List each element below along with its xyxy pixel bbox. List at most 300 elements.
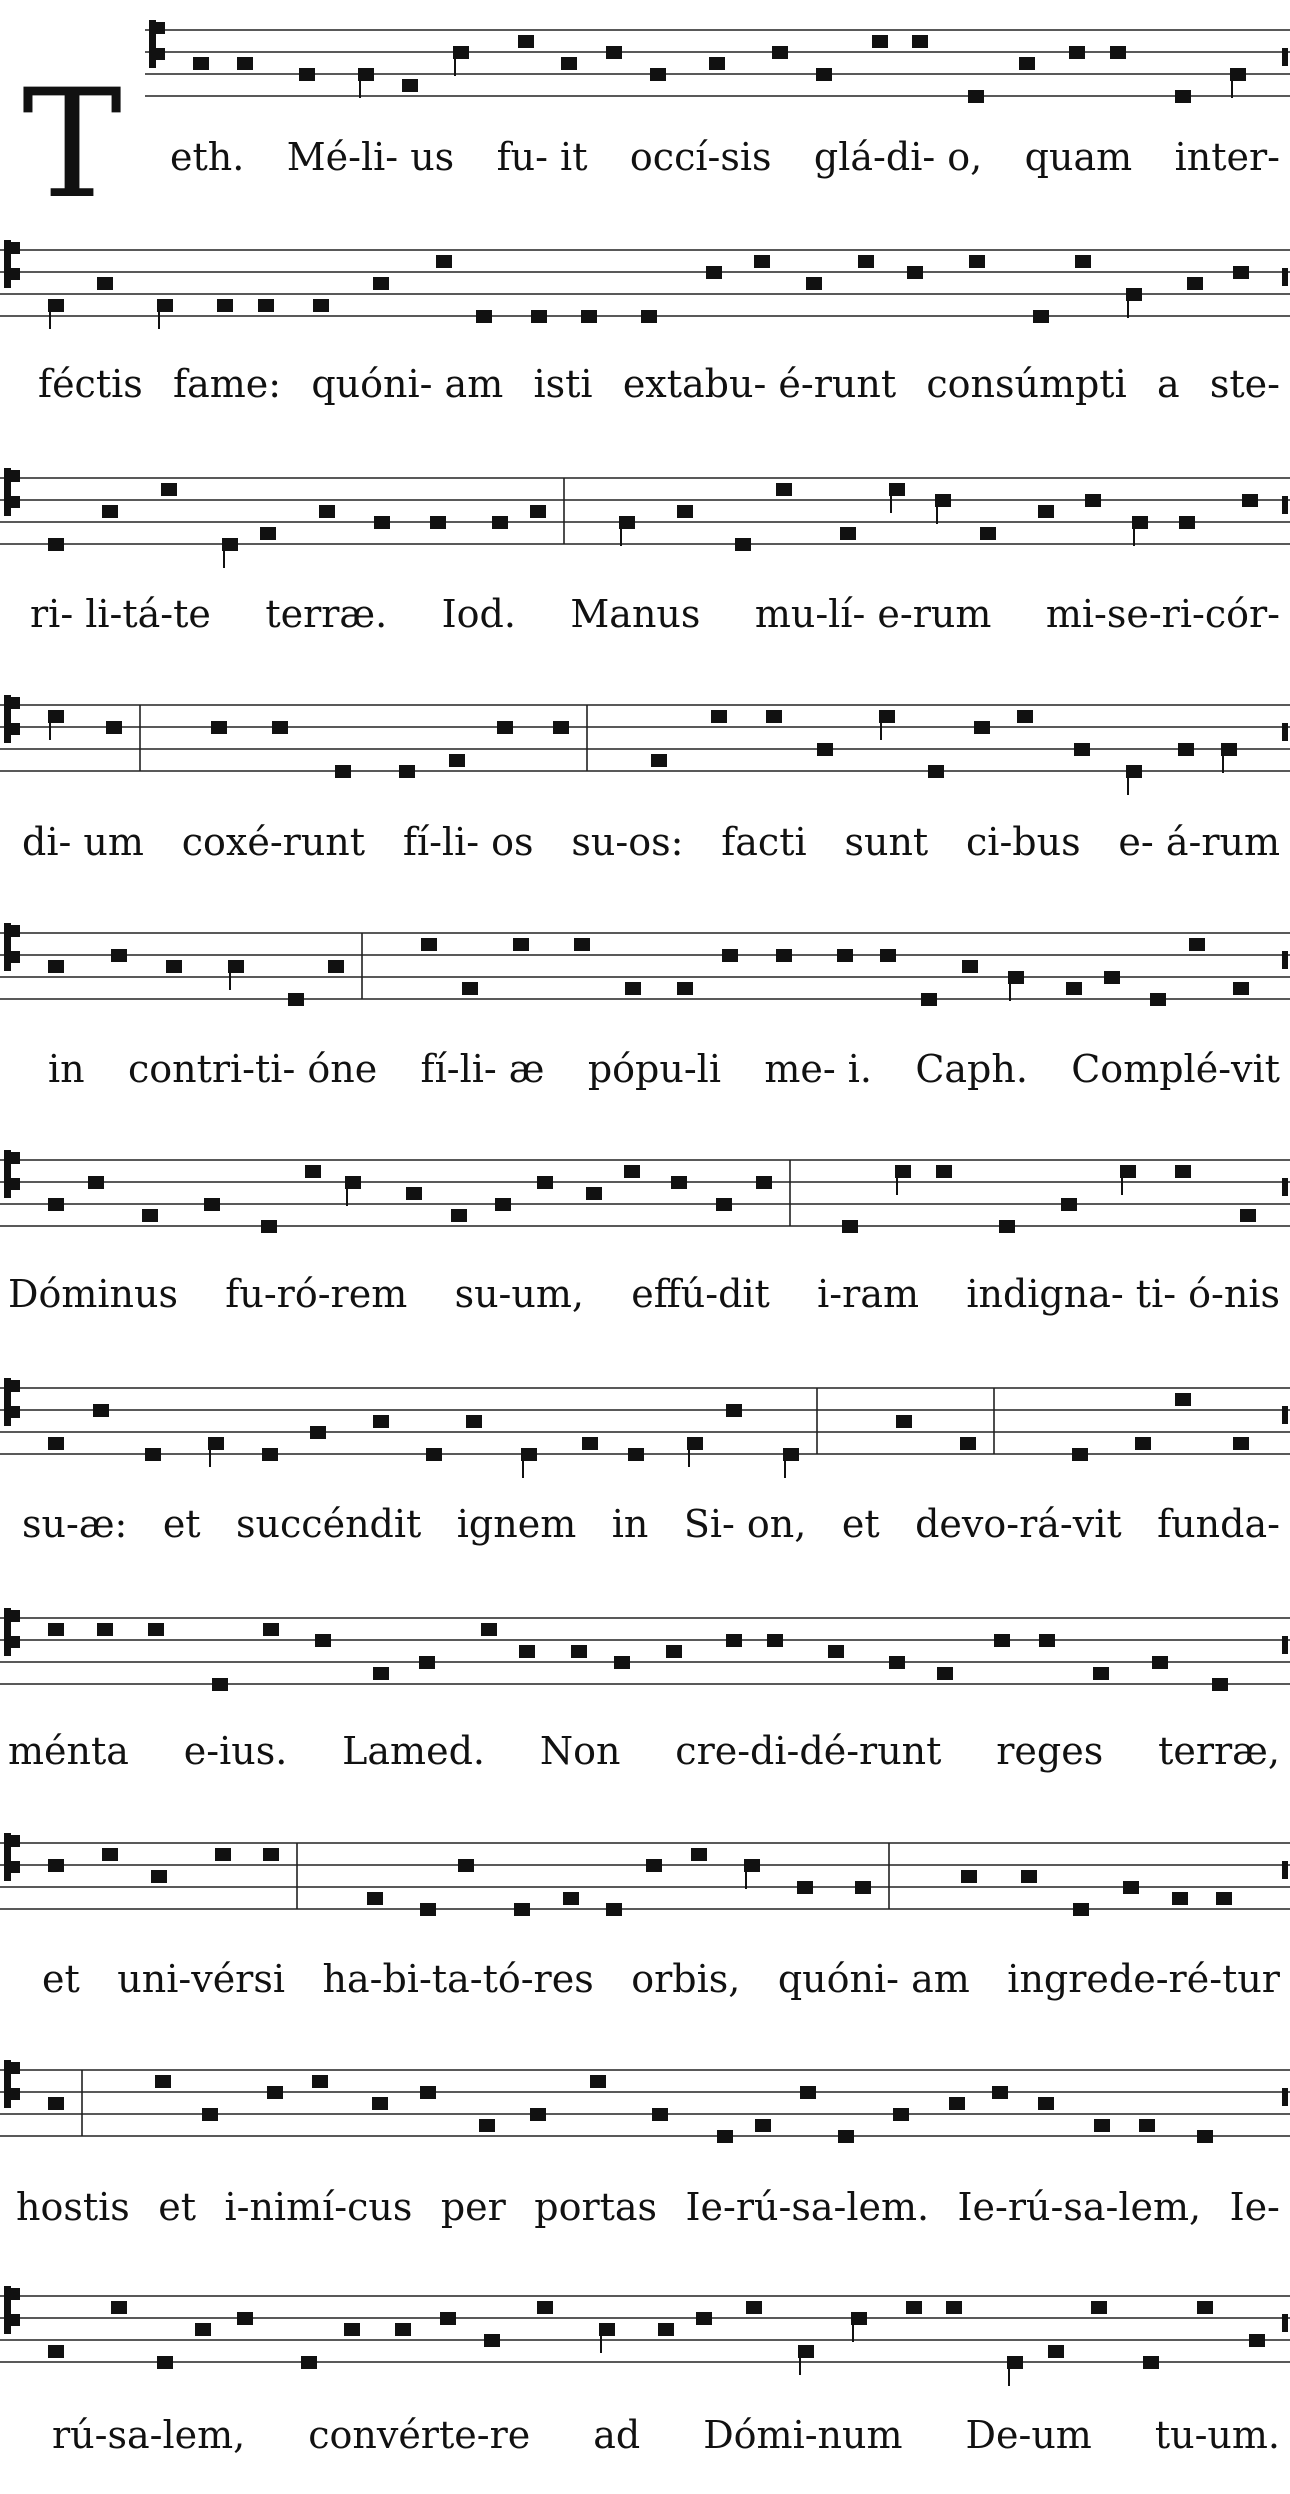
lyric-syllable-group: extabu- é-runt <box>622 362 897 406</box>
neume-note <box>48 2345 64 2358</box>
neume-note <box>261 1220 277 1233</box>
neume-note <box>1216 1892 1232 1905</box>
neume-note <box>1233 1437 1249 1450</box>
lyric-syllable-group: Si- on, <box>683 1502 807 1546</box>
neume-note <box>837 949 853 962</box>
neume-note <box>402 79 418 92</box>
neume-note <box>658 2323 674 2336</box>
c-clef-icon <box>9 268 20 280</box>
lyric-syllable-group: isti <box>533 362 593 406</box>
c-clef-icon <box>9 951 20 963</box>
custos-icon <box>1282 496 1288 514</box>
lyric-syllable-group: glá-di- o, <box>813 135 983 179</box>
neume-note <box>514 1903 530 1916</box>
neume-note <box>1085 494 1101 507</box>
c-clef-icon <box>9 496 20 508</box>
lyric-syllable-group: Dóminus <box>8 1272 178 1316</box>
neume-note <box>263 1623 279 1636</box>
neume-note <box>797 1881 813 1894</box>
lyric-syllable-group: su-æ: <box>22 1502 128 1546</box>
lyric-syllable-group: ingrede-ré-tur <box>1007 1957 1280 2001</box>
lyric-syllable-group: orbis, <box>631 1957 741 2001</box>
lyric-line <box>38 362 1280 406</box>
lyric-syllable-group: et <box>162 1502 201 1546</box>
lyric-syllable-group: Dómi-num <box>703 2413 903 2457</box>
neume-note <box>1187 277 1203 290</box>
neume-note <box>563 1892 579 1905</box>
lyric-syllable-group: quóni- am <box>777 1957 970 2001</box>
custos-icon <box>1282 1178 1288 1196</box>
neume-note <box>1074 743 1090 756</box>
neume-note <box>267 2086 283 2099</box>
custos-icon <box>1282 48 1288 66</box>
neume-note <box>258 299 274 312</box>
lyric-syllable-group: ri- li-tá-te <box>30 592 211 636</box>
neume-note <box>451 1209 467 1222</box>
neume-note <box>237 2312 253 2325</box>
neume-note <box>574 938 590 951</box>
neume-note <box>696 2312 712 2325</box>
neume-note <box>315 1634 331 1647</box>
neume-note <box>842 1220 858 1233</box>
neume-note <box>872 35 888 48</box>
lyric-syllable-group: per <box>440 2185 506 2229</box>
lyric-syllable-group: Manus <box>570 592 701 636</box>
lyric-syllable-group: fí-li- os <box>402 820 534 864</box>
neume-note <box>561 57 577 70</box>
neume-note <box>237 57 253 70</box>
lyric-syllable-group: fu-ró-rem <box>225 1272 408 1316</box>
neume-note <box>1104 971 1120 984</box>
neume-note <box>921 993 937 1006</box>
lyric-syllable-group: consúmpti <box>926 362 1127 406</box>
c-clef-icon <box>9 723 20 735</box>
lyric-syllable-group: i-ram <box>817 1272 920 1316</box>
neume-note <box>896 1415 912 1428</box>
neume-note <box>1123 1881 1139 1894</box>
neume-note <box>166 960 182 973</box>
neume-note <box>1061 1198 1077 1211</box>
neume-note <box>1017 710 1033 723</box>
lyric-syllable-group: Ie-rú-sa-lem. <box>685 2185 930 2229</box>
neume-note <box>48 1623 64 1636</box>
lyric-line <box>52 2413 1280 2457</box>
lyric-syllable-group: tu-um. <box>1154 2413 1280 2457</box>
neume-note <box>1172 1892 1188 1905</box>
lyric-syllable-group: pópu-li <box>587 1047 721 1091</box>
c-clef-icon <box>154 22 165 34</box>
neume-note <box>1069 46 1085 59</box>
neume-note <box>513 938 529 951</box>
lyric-line <box>8 1729 1280 1773</box>
lyric-syllable-group: sunt <box>844 820 929 864</box>
neume-note <box>476 310 492 323</box>
neume-note <box>1175 90 1191 103</box>
lyric-syllable-group: di- um <box>22 820 144 864</box>
neume-note <box>1143 2356 1159 2369</box>
neume-note <box>1033 310 1049 323</box>
neume-note <box>48 2097 64 2110</box>
neume-note <box>1110 46 1126 59</box>
lyric-syllable-group: mi-se-ri-cór- <box>1045 592 1280 636</box>
neume-note <box>157 2356 173 2369</box>
neume-note <box>1178 743 1194 756</box>
lyric-syllable-group: i-nimí-cus <box>224 2185 413 2229</box>
lyric-syllable-group: succéndit <box>236 1502 422 1546</box>
neume-note <box>961 1870 977 1883</box>
neume-note <box>484 2334 500 2347</box>
neume-note <box>709 57 725 70</box>
neume-note <box>97 277 113 290</box>
neume-note <box>999 1220 1015 1233</box>
neume-note <box>746 2301 762 2314</box>
c-clef-icon <box>9 1380 20 1392</box>
neume-note <box>1135 1437 1151 1450</box>
neume-note <box>537 2301 553 2314</box>
neume-note <box>880 949 896 962</box>
lyric-syllable-group: Lamed. <box>342 1729 485 1773</box>
neume-note <box>288 993 304 1006</box>
neume-note <box>421 938 437 951</box>
neume-note <box>1197 2130 1213 2143</box>
neume-note <box>666 1645 682 1658</box>
neume-note <box>313 299 329 312</box>
lyric-syllable-group: fame: <box>173 362 282 406</box>
neume-note <box>628 1448 644 1461</box>
neume-note <box>937 1667 953 1680</box>
lyric-line <box>22 1502 1280 1546</box>
neume-note <box>606 1903 622 1916</box>
neume-note <box>145 1448 161 1461</box>
neume-note <box>537 1176 553 1189</box>
neume-note <box>716 1198 732 1211</box>
lyric-syllable-group: in <box>48 1047 85 1091</box>
neume-note <box>817 743 833 756</box>
c-clef-icon <box>9 1152 20 1164</box>
custos-icon <box>1282 2314 1288 2332</box>
neume-note <box>800 2086 816 2099</box>
neume-note <box>776 483 792 496</box>
lyric-line <box>8 1272 1280 1316</box>
neume-note <box>889 1656 905 1669</box>
neume-note <box>479 2119 495 2132</box>
neume-note <box>48 1198 64 1211</box>
neume-note <box>766 710 782 723</box>
neume-note <box>1212 1678 1228 1691</box>
neume-note <box>195 2323 211 2336</box>
c-clef-icon <box>9 697 20 709</box>
neume-note <box>735 538 751 551</box>
lyric-syllable-group: uni-vérsi <box>117 1957 285 2001</box>
neume-note <box>1152 1656 1168 1669</box>
c-clef-icon <box>9 925 20 937</box>
lyric-syllable-group: mu-lí- e-rum <box>754 592 992 636</box>
lyric-syllable-group: occí-sis <box>629 135 772 179</box>
lyric-syllable-group: quóni- am <box>311 362 504 406</box>
neume-note <box>1038 2097 1054 2110</box>
lyric-syllable-group: hostis <box>16 2185 130 2229</box>
neume-note <box>907 266 923 279</box>
neume-note <box>590 2075 606 2088</box>
neume-note <box>726 1404 742 1417</box>
neume-note <box>367 1892 383 1905</box>
lyric-line <box>22 820 1280 864</box>
neume-note <box>215 1848 231 1861</box>
neume-note <box>48 1859 64 1872</box>
neume-note <box>772 46 788 59</box>
neume-note <box>328 960 344 973</box>
neume-note <box>960 1437 976 1450</box>
c-clef-icon <box>9 2288 20 2300</box>
neume-note <box>395 2323 411 2336</box>
neume-note <box>373 1415 389 1428</box>
c-clef-icon <box>154 48 165 60</box>
neume-note <box>1075 255 1091 268</box>
custos-icon <box>1282 1861 1288 1879</box>
neume-note <box>262 1448 278 1461</box>
c-clef-icon <box>9 2088 20 2100</box>
neume-note <box>335 765 351 778</box>
neume-note <box>420 1903 436 1916</box>
staff-system <box>0 468 1290 568</box>
neume-note <box>1240 1209 1256 1222</box>
neume-note <box>1139 2119 1155 2132</box>
neume-note <box>1019 57 1035 70</box>
staff-system <box>0 2286 1290 2386</box>
lyric-syllable-group: coxé-runt <box>181 820 366 864</box>
neume-note <box>962 960 978 973</box>
lyric-syllable-group: ad <box>593 2413 641 2457</box>
lyric-line <box>30 592 1280 636</box>
custos-icon <box>1282 723 1288 741</box>
lyric-syllable-group: rú-sa-lem, <box>52 2413 246 2457</box>
neume-note <box>974 721 990 734</box>
lyric-syllable-group: effú-dit <box>631 1272 770 1316</box>
c-clef-icon <box>9 1610 20 1622</box>
neume-note <box>102 505 118 518</box>
staff-system <box>0 695 1290 795</box>
lyric-syllable-group: féctis <box>38 362 143 406</box>
lyric-syllable-group: indigna- ti- ó-nis <box>966 1272 1280 1316</box>
neume-note <box>155 2075 171 2088</box>
neume-note <box>1175 1165 1191 1178</box>
neume-note <box>93 1404 109 1417</box>
neume-note <box>142 1209 158 1222</box>
neume-note <box>726 1634 742 1647</box>
neume-note <box>858 255 874 268</box>
staff-system <box>0 1608 1290 1691</box>
neume-note <box>204 1198 220 1211</box>
lyric-syllable-group: ha-bi-ta-tó-res <box>322 1957 594 2001</box>
neume-note <box>530 505 546 518</box>
lyric-syllable-group: et <box>158 2185 196 2229</box>
lyric-syllable-group: fí-li- æ <box>420 1047 545 1091</box>
neume-note <box>1072 1448 1088 1461</box>
neume-note <box>1175 1393 1191 1406</box>
lyric-syllable-group: reges <box>996 1729 1104 1773</box>
neume-note <box>1021 1870 1037 1883</box>
neume-note <box>466 1415 482 1428</box>
neume-note <box>756 1176 772 1189</box>
neume-note <box>606 46 622 59</box>
neume-note <box>1249 2334 1265 2347</box>
custos-icon <box>1282 268 1288 286</box>
c-clef-icon <box>9 470 20 482</box>
neume-note <box>373 1667 389 1680</box>
neume-note <box>1038 505 1054 518</box>
lyric-syllable-group: Iod. <box>441 592 516 636</box>
neume-note <box>193 57 209 70</box>
neume-note <box>102 1848 118 1861</box>
staff-system <box>0 2060 1290 2143</box>
lyric-syllable-group: terræ, <box>1158 1729 1280 1773</box>
neume-note <box>980 527 996 540</box>
neume-note <box>816 68 832 81</box>
neume-note <box>519 1645 535 1658</box>
neume-note <box>406 1187 422 1200</box>
neume-note <box>1094 2119 1110 2132</box>
neume-note <box>912 35 928 48</box>
neume-note <box>1197 2301 1213 2314</box>
neume-note <box>677 982 693 995</box>
lyric-syllable-group: funda- <box>1157 1502 1280 1546</box>
lyric-syllable-group: Non <box>539 1729 621 1773</box>
c-clef-icon <box>9 1835 20 1847</box>
neume-note <box>161 483 177 496</box>
lyric-line <box>170 135 1280 179</box>
neume-note <box>928 765 944 778</box>
neume-note <box>586 1187 602 1200</box>
neume-note <box>1093 1667 1109 1680</box>
c-clef-icon <box>9 1178 20 1190</box>
neume-note <box>936 1165 952 1178</box>
neume-note <box>582 1437 598 1450</box>
neume-note <box>646 1859 662 1872</box>
neume-note <box>711 710 727 723</box>
lyric-syllable-group: convérte-re <box>308 2413 531 2457</box>
neume-note <box>855 1881 871 1894</box>
neume-note <box>776 949 792 962</box>
neume-note <box>48 1437 64 1450</box>
neume-note <box>755 2119 771 2132</box>
neume-note <box>625 982 641 995</box>
lyric-syllable-group: Complé-vit <box>1071 1047 1280 1091</box>
lyric-syllable-group: portas <box>534 2185 658 2229</box>
neume-note <box>399 765 415 778</box>
neume-note <box>211 721 227 734</box>
neume-note <box>968 90 984 103</box>
lyric-syllable-group: Mé-li- us <box>286 135 455 179</box>
neume-note <box>260 527 276 540</box>
neume-note <box>426 1448 442 1461</box>
neume-note <box>1073 1903 1089 1916</box>
neume-note <box>97 1623 113 1636</box>
lyric-syllable-group: a <box>1156 362 1180 406</box>
neume-note <box>531 310 547 323</box>
lyric-line <box>16 2185 1280 2229</box>
lyric-line <box>48 1047 1280 1091</box>
neume-note <box>305 1165 321 1178</box>
lyric-syllable-group: quam <box>1024 135 1133 179</box>
custos-icon <box>1282 2088 1288 2106</box>
neume-note <box>1039 1634 1055 1647</box>
lyric-syllable-group: contri-ti- óne <box>127 1047 378 1091</box>
neume-note <box>1066 982 1082 995</box>
neume-note <box>373 277 389 290</box>
neume-note <box>319 505 335 518</box>
neume-note <box>571 1645 587 1658</box>
neume-note <box>946 2301 962 2314</box>
neume-note <box>641 310 657 323</box>
neume-note <box>449 754 465 767</box>
neume-note <box>301 2356 317 2369</box>
neume-note <box>806 277 822 290</box>
staff-system <box>0 923 1290 1006</box>
neume-note <box>202 2108 218 2121</box>
lyric-syllable-group: cre-di-dé-runt <box>675 1729 942 1773</box>
lyric-syllable-group: ménta <box>8 1729 129 1773</box>
custos-icon <box>1282 951 1288 969</box>
c-clef-icon <box>9 2062 20 2074</box>
neume-note <box>263 1848 279 1861</box>
neume-note <box>767 1634 783 1647</box>
neume-note <box>436 255 452 268</box>
neume-note <box>440 2312 456 2325</box>
neume-note <box>272 721 288 734</box>
neume-note <box>111 2301 127 2314</box>
lyric-syllable-group: ci-bus <box>966 820 1081 864</box>
neume-note <box>650 68 666 81</box>
lyric-syllable-group: et <box>841 1502 880 1546</box>
staff-system <box>0 1150 1290 1233</box>
neume-note <box>838 2130 854 2143</box>
neume-note <box>420 2086 436 2099</box>
neume-note <box>722 949 738 962</box>
lyric-syllable-group: e- á-rum <box>1118 820 1280 864</box>
neume-note <box>754 255 770 268</box>
neume-note <box>717 2130 733 2143</box>
c-clef-icon <box>9 1636 20 1648</box>
lyric-syllable-group: terræ. <box>265 592 388 636</box>
lyric-syllable-group: facti <box>721 820 807 864</box>
neume-note <box>212 1678 228 1691</box>
neume-note <box>949 2097 965 2110</box>
c-clef-icon <box>9 2314 20 2326</box>
lyric-syllable-group: ignem <box>456 1502 577 1546</box>
staff-system <box>0 1378 1290 1478</box>
neume-note <box>299 68 315 81</box>
neume-note <box>1189 938 1205 951</box>
lyric-syllable-group: e-ius. <box>183 1729 288 1773</box>
neume-note <box>462 982 478 995</box>
lyric-syllable-group: ste- <box>1209 362 1280 406</box>
lyric-syllable-group: me- i. <box>764 1047 872 1091</box>
lyric-syllable-group: et <box>42 1957 80 2001</box>
neume-note <box>151 1870 167 1883</box>
lyric-syllable-group: devo-rá-vit <box>915 1502 1122 1546</box>
neume-note <box>310 1426 326 1439</box>
neume-note <box>481 1623 497 1636</box>
staff-system <box>0 1833 1290 1916</box>
neume-note <box>48 960 64 973</box>
neume-note <box>828 1645 844 1658</box>
neume-note <box>1048 2345 1064 2358</box>
neume-note <box>994 1634 1010 1647</box>
neume-note <box>372 2097 388 2110</box>
neume-note <box>492 516 508 529</box>
neume-note <box>840 527 856 540</box>
lyric-syllable-group: Ie-rú-sa-lem, <box>957 2185 1202 2229</box>
